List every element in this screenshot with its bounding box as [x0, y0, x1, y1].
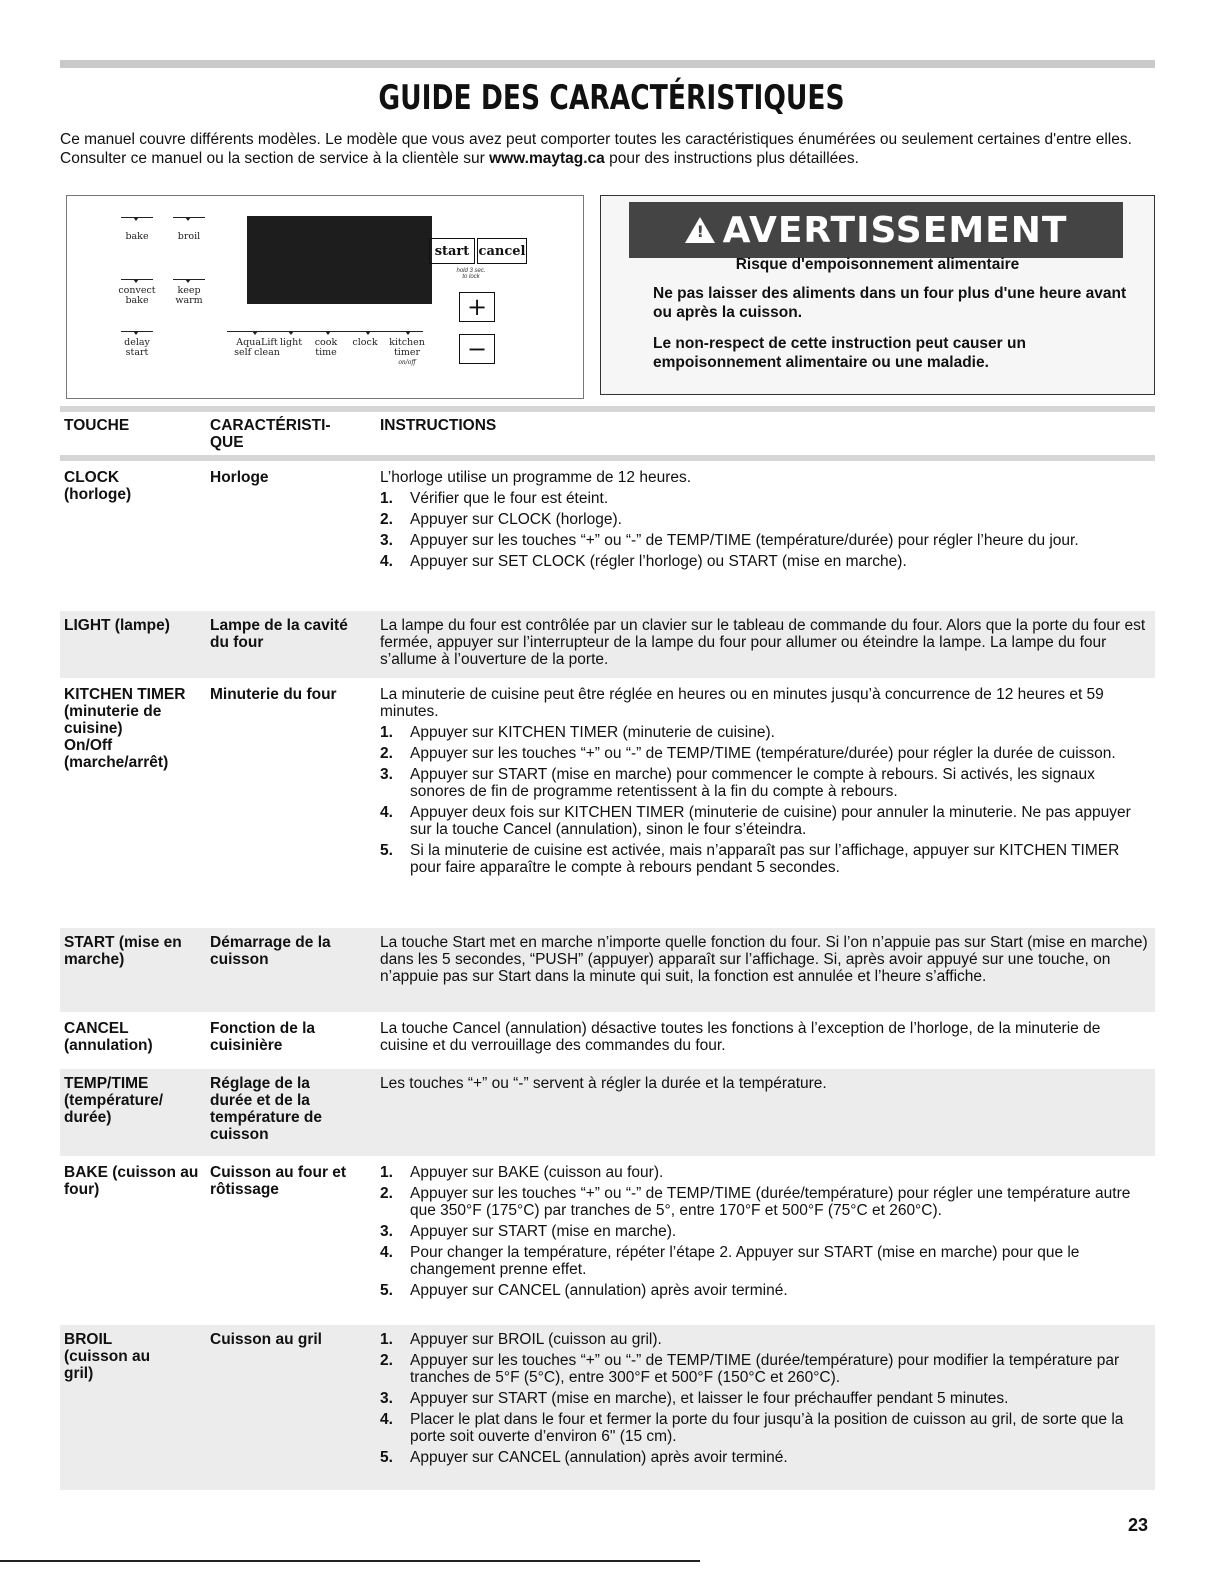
- warning-subtitle: Risque d'empoisonnement alimentaire: [735, 256, 1020, 273]
- bake-key: bake: [125, 231, 149, 242]
- key-cell: CLOCK (horloge): [64, 469, 132, 503]
- instructions-cell: 1. Appuyer sur BAKE (cuisson au four). 2. Appuyer sur les touches “+” ou “-” de TEMP/TIME (durée/température) pour régler une température autre que 350°F (175°C) par tranches de 5°, entre 170°F et 500°F (75°C et 260°C). 3. Appuyer sur START (mise en marche). 4. Pour changer la température, répéter l’étape 2. Appuyer sur START (mise en marche) pour que le changement prenne effet. 5. Appuyer sur CANCEL (annulation) après avoir terminé.: [380, 1164, 1131, 1299]
- cook-time-key: cook time: [314, 337, 338, 358]
- key-cell: START (mise en marche): [64, 934, 182, 968]
- warning-text-1: Ne pas laisser des aliments dans un four plus d'une heure avant ou après la cuisson.: [653, 285, 1127, 321]
- feature-cell: Lampe de la cavité du four: [210, 617, 348, 651]
- convect-bake-key: convect bake: [118, 285, 156, 306]
- broil-key: broil: [177, 231, 201, 242]
- key-cell: BROIL (cuisson au gril): [64, 1331, 151, 1382]
- instructions-cell: La minuterie de cuisine peut être réglée en heures ou en minutes jusqu’à concurrence de 12 heures et 59 minutes. 1. Appuyer sur KITCHEN TIMER (minuterie de cuisine). 2. Appuyer sur les touches “+” ou “-” de TEMP/TIME (température/durée) pour régler la durée de cuisson. 3. Appuyer sur START (mise en marche) pour commencer le compte à rebours. Si activés, les signaux sonores de fin de programme retentissent à la fin du compte à rebours. 4. Appuyer deux fois sur KITCHEN TIMER (minuterie de cuisine) pour annuler la minuterie. Ne pas appuyer sur la touche Cancel (annulation), sinon le four s’éteindra. 5. Si la minuterie de cuisine est activée, mais n’apparaît pas sur l’affichage, appuyer sur KITCHEN TIMER pour faire apparaître le compte à rebours pendant 5 secondes.: [380, 686, 1131, 876]
- intro-paragraph: Ce manuel couvre différents modèles. Le modèle que vous avez peut comporter toutes les caractéristiques énumérées ou seulement certaines d'entre elles. Consulter ce manuel ou la section de service à la clientèle sur www.maytag.ca pour des instructions plus détaillées.: [60, 131, 1132, 167]
- page-number: 23: [1128, 1515, 1149, 1535]
- table-row-cancel: [60, 1014, 1155, 1069]
- panel-display: [247, 216, 432, 304]
- warning-heading: ! AVERTISSEMENT: [629, 202, 1123, 258]
- warning-icon: !: [685, 217, 715, 243]
- feature-cell: Réglage de la durée et de la température de cuisson: [210, 1075, 322, 1143]
- instructions-cell: La touche Start met en marche n’importe quelle fonction du four. Si l’on n’appuie pas sur Start (mise en marche) dans les 5 secondes, “PUSH” (appuyer) apparaît sur l’affichage. Si, après avoir appuyé sur une touche, on n’appuie pas sur Start dans la minute qui suit, la fonction est annulée et l’heure s’affiche.: [380, 934, 1148, 985]
- table-row-bake: [60, 1158, 1155, 1323]
- table-row-kitchen-timer: [60, 680, 1155, 928]
- start-button: start: [429, 238, 475, 264]
- table-header-rule-bottom: [60, 455, 1155, 461]
- feature-cell: Minuterie du four: [210, 686, 337, 703]
- table-row-broil: [60, 1325, 1155, 1490]
- key-cell: KITCHEN TIMER (minuterie de cuisine) On/Off (marche/arrêt): [64, 686, 186, 771]
- bottom-rule: [0, 1560, 700, 1562]
- kitchen-timer-key: kitchen timer on/off: [389, 337, 425, 366]
- light-key: light: [279, 337, 303, 348]
- feature-cell: Fonction de la cuisinière: [210, 1020, 316, 1054]
- cancel-button: cancel: [477, 238, 527, 264]
- keep-warm-key: keep warm: [175, 285, 203, 306]
- feature-cell: Horloge: [210, 469, 269, 486]
- key-cell: TEMP/TIME (température/ durée): [64, 1075, 164, 1126]
- key-cell: LIGHT (lampe): [64, 617, 170, 634]
- key-cell: BAKE (cuisson au four): [64, 1164, 199, 1198]
- warning-box: [600, 195, 1155, 395]
- table-header-rule: [60, 406, 1155, 412]
- feature-cell: Cuisson au four et rôtissage: [210, 1164, 347, 1198]
- warning-text-2: Le non-respect de cette instruction peut causer un empoisonnement alimentaire ou une maladie.: [653, 335, 1026, 371]
- feature-cell: Cuisson au gril: [210, 1331, 322, 1348]
- plus-button: +: [459, 292, 495, 322]
- website-link[interactable]: www.maytag.ca: [489, 150, 605, 167]
- top-rule: [60, 60, 1155, 68]
- delay-start-key: delay start: [124, 337, 150, 358]
- instructions-cell: Les touches “+” ou “-” servent à régler la durée et la température.: [380, 1075, 827, 1092]
- header-key: TOUCHE: [64, 417, 130, 434]
- header-instructions: INSTRUCTIONS: [380, 417, 497, 434]
- feature-cell: Démarrage de la cuisson: [210, 934, 331, 968]
- aqualift-key: AquaLift self clean: [234, 337, 280, 358]
- page-title: GUIDE DES CARACTÉRISTIQUES: [378, 78, 845, 118]
- table-row-clock: [60, 463, 1155, 611]
- table-row-light: [60, 611, 1155, 678]
- table-row-temp-time: [60, 1069, 1155, 1156]
- control-panel-illustration: bake broil convect bake keep warm delay start AquaLift self clean light cook time clock kitchen timer on/off start cancel hold 3 sec. to lock + −: [66, 195, 584, 399]
- minus-button: −: [459, 334, 495, 364]
- table-row-start: [60, 928, 1155, 1012]
- instructions-cell: La lampe du four est contrôlée par un clavier sur le tableau de commande du four. Alors que la porte du four est fermée, appuyer sur l’interrupteur de la lampe du four pour allumer ou éteindre la lampe. La lampe du four s’allume à l’ouverture de la porte.: [380, 617, 1146, 668]
- header-feature: CARACTÉRISTI- QUE: [210, 417, 331, 451]
- key-cell: CANCEL (annulation): [64, 1020, 153, 1054]
- instructions-cell: L’horloge utilise un programme de 12 heures. 1. Vérifier que le four est éteint. 2. Appuyer sur CLOCK (horloge). 3. Appuyer sur les touches “+” ou “-” de TEMP/TIME (température/durée) pour régler l’heure du jour. 4. Appuyer sur SET CLOCK (régler l’horloge) ou START (mise en marche).: [380, 469, 1079, 570]
- instructions-cell: La touche Cancel (annulation) désactive toutes les fonctions à l’exception de l’horloge, de la minuterie de cuisine et du verrouillage des commandes du four.: [380, 1020, 1101, 1054]
- instructions-cell: 1. Appuyer sur BROIL (cuisson au gril). 2. Appuyer sur les touches “+” ou “-” de TEMP/TIME (durée/température) pour modifier la température par tranches de 5°F (5°C), entre 300°F et 500°F (150°C et 260°C). 3. Appuyer sur START (mise en marche), et laisser le four préchauffer pendant 5 minutes. 4. Placer le plat dans le four et fermer la porte du four jusqu’à la position de cuisson au gril, de sorte que la porte soit ouverte d’environ 6" (15 cm). 5. Appuyer sur CANCEL (annulation) après avoir terminé.: [380, 1331, 1124, 1466]
- clock-key: clock: [352, 337, 378, 348]
